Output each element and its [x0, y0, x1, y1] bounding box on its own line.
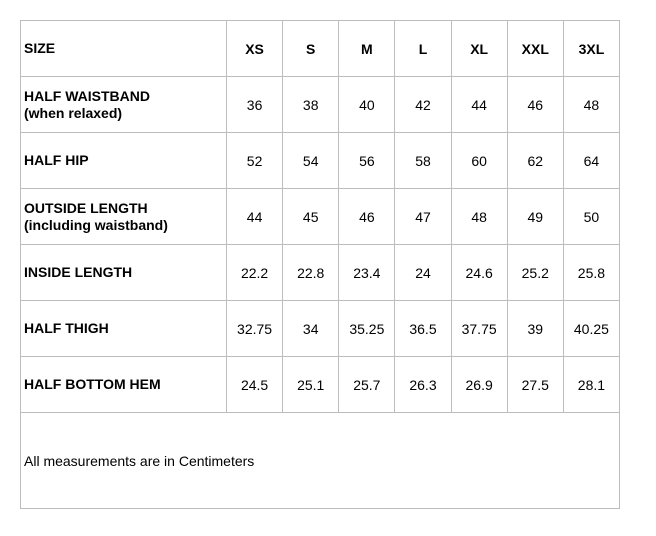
- measurement-value: 22.8: [283, 245, 339, 301]
- measurement-value: 26.9: [451, 357, 507, 413]
- size-header-xl: XL: [451, 21, 507, 77]
- measurement-sublabel: (when relaxed): [24, 104, 123, 121]
- measurement-row: [21, 245, 620, 301]
- measurement-value: 32.75: [227, 301, 283, 357]
- measurement-value: 46: [339, 189, 395, 245]
- size-header-m: M: [339, 21, 395, 77]
- measurement-value: 45: [283, 189, 339, 245]
- measurement-value: 36: [227, 77, 283, 133]
- measurement-value: 48: [563, 77, 619, 133]
- measurement-value: 50: [563, 189, 619, 245]
- size-header-xs: XS: [227, 21, 283, 77]
- size-header-s: S: [283, 21, 339, 77]
- size-chart-body: [21, 21, 620, 509]
- measurement-name: HALF BOTTOM HEM: [24, 376, 161, 392]
- measurement-name: HALF HIP: [24, 152, 89, 168]
- measurement-value: 22.2: [227, 245, 283, 301]
- measurement-value: 42: [395, 77, 451, 133]
- measurement-label: [21, 357, 227, 413]
- measurement-value: 25.7: [339, 357, 395, 413]
- measurement-value: 25.2: [507, 245, 563, 301]
- size-header-3xl: 3XL: [563, 21, 619, 77]
- measurement-sublabel: (including waistband): [24, 216, 168, 233]
- header-size-label: SIZE: [21, 21, 227, 77]
- measurement-label: [21, 301, 227, 357]
- measurement-value: 62: [507, 133, 563, 189]
- measurement-label: [21, 77, 227, 133]
- measurement-value: 28.1: [563, 357, 619, 413]
- header-row: [21, 21, 620, 77]
- measurement-value: 48: [451, 189, 507, 245]
- size-chart-table: [20, 20, 620, 509]
- measurement-value: 27.5: [507, 357, 563, 413]
- measurement-value: 24: [395, 245, 451, 301]
- measurement-value: 58: [395, 133, 451, 189]
- measurement-value: 40: [339, 77, 395, 133]
- measurement-value: 44: [227, 189, 283, 245]
- size-header-xxl: XXL: [507, 21, 563, 77]
- measurement-name: HALF WAISTBAND: [24, 87, 150, 104]
- measurement-value: 34: [283, 301, 339, 357]
- measurement-row: [21, 77, 620, 133]
- measurement-name: OUTSIDE LENGTH: [24, 199, 148, 216]
- measurement-value: 35.25: [339, 301, 395, 357]
- measurement-value: 47: [395, 189, 451, 245]
- measurement-value: 36.5: [395, 301, 451, 357]
- measurement-value: 52: [227, 133, 283, 189]
- measurement-label: [21, 133, 227, 189]
- measurement-row: [21, 301, 620, 357]
- measurement-row: [21, 189, 620, 245]
- measurement-value: 49: [507, 189, 563, 245]
- measurement-value: 23.4: [339, 245, 395, 301]
- measurement-row: [21, 357, 620, 413]
- measurement-value: 25.8: [563, 245, 619, 301]
- measurement-value: 24.6: [451, 245, 507, 301]
- measurement-value: 64: [563, 133, 619, 189]
- measurement-value: 39: [507, 301, 563, 357]
- measurement-value: 26.3: [395, 357, 451, 413]
- measurement-value: 56: [339, 133, 395, 189]
- measurement-value: 54: [283, 133, 339, 189]
- measurement-value: 60: [451, 133, 507, 189]
- measurement-label: [21, 189, 227, 245]
- measurement-name: HALF THIGH: [24, 320, 109, 336]
- measurement-label: [21, 245, 227, 301]
- measurement-value: 38: [283, 77, 339, 133]
- measurement-value: 44: [451, 77, 507, 133]
- measurement-value: 40.25: [563, 301, 619, 357]
- measurement-value: 37.75: [451, 301, 507, 357]
- size-header-l: L: [395, 21, 451, 77]
- measurement-row: [21, 133, 620, 189]
- note-row: [21, 413, 620, 509]
- measurement-name: INSIDE LENGTH: [24, 264, 133, 280]
- measurement-value: 46: [507, 77, 563, 133]
- measurement-value: 24.5: [227, 357, 283, 413]
- units-note: All measurements are in Centimeters: [21, 413, 620, 509]
- measurement-value: 25.1: [283, 357, 339, 413]
